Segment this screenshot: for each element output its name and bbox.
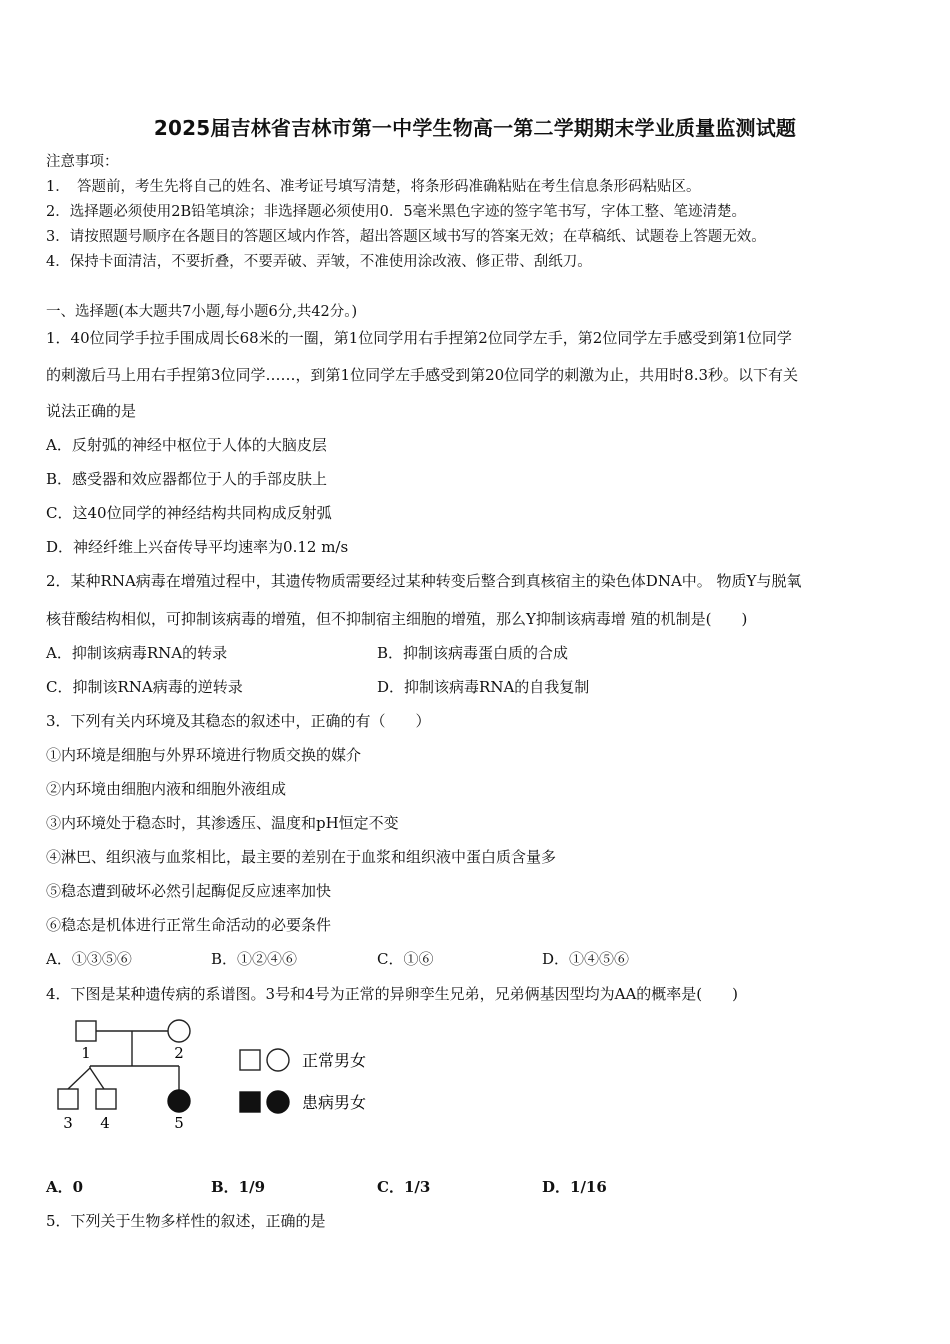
q1-stem-line-3: 说法正确的是 [46,402,137,420]
label-5: 5 [174,1114,184,1132]
pedigree-chart [44,1012,404,1147]
q2-option-b: B．抑制该病毒蛋白质的合成 [377,644,569,662]
q3-statement-5: ⑤稳态遭到破坏必然引起酶促反应速率加快 [46,882,332,900]
q4-option-d: D．1/16 [542,1178,607,1196]
q4-option-b: B．1/9 [211,1178,266,1196]
label-3: 3 [63,1114,73,1132]
q3-statement-4: ④淋巴、组织液与血浆相比，最主要的差别在于血浆和组织液中蛋白质含量多 [46,848,557,866]
q5-stem: 5．下列关于生物多样性的叙述，正确的是 [46,1212,326,1230]
section-heading: 一、选择题(本大题共7小题,每小题6分,共42分。) [46,304,358,320]
legend-affected-male-symbol [240,1092,260,1112]
q3-option-c: C．①⑥ [377,950,434,968]
q1-option-c: C．这40位同学的神经结构共同构成反射弧 [46,504,332,522]
q3-statement-6: ⑥稳态是机体进行正常生命活动的必要条件 [46,916,332,934]
legend-affected-label: 患病男女 [302,1093,367,1112]
q4-option-c: C．1/3 [377,1178,431,1196]
q3-option-d: D．①④⑤⑥ [542,950,630,968]
notice-heading: 注意事项： [46,154,119,170]
legend-normal-male-symbol [240,1050,260,1070]
q1-stem-line-2: 的刺激后马上用右手捏第3位同学……，到第1位同学左手感受到第20位同学的刺激为止，共用时8.3秒。以下有关 [46,366,799,384]
q2-stem-line-2: 核苷酸结构相似，可抑制该病毒的增殖，但不抑制宿主细胞的增殖，那么Y抑制该病毒增 殖的机制是( ) [46,610,748,628]
q3-statement-1: ①内环境是细胞与外界环境进行物质交换的媒介 [46,746,362,764]
label-2: 2 [174,1044,184,1062]
legend-normal-female-symbol [267,1049,289,1071]
pedigree-individual-3-male [58,1089,78,1109]
q1-option-d: D．神经纤维上兴奋传导平均速率为0.12 m/s [46,538,349,556]
pedigree-individual-2-female [168,1020,190,1042]
q1-option-a: A．反射弧的神经中枢位于人体的大脑皮层 [46,436,327,454]
q3-statement-2: ②内环境由细胞内液和细胞外液组成 [46,780,287,798]
pedigree-individual-1-male [76,1021,96,1041]
legend-normal-label: 正常男女 [302,1051,367,1070]
notice-item-2: 2．选择题必须使用2B铅笔填涂；非选择题必须使用0．5毫米黑色字迹的签字笔书写，字体工整、笔迹清楚。 [46,204,747,220]
notice-item-4: 4．保持卡面清洁，不要折叠，不要弄破、弄皱，不准使用涂改液、修正带、刮纸刀。 [46,254,592,270]
label-4: 4 [100,1114,110,1132]
notice-item-1: 1． 答题前，考生先将自己的姓名、准考证号填写清楚，将条形码准确粘贴在考生信息条形码粘贴区。 [46,179,701,195]
q1-stem-line-1: 1．40位同学手拉手围成周长68米的一圈，第1位同学用右手捏第2位同学左手，第2位同学左手感受到第1位同学 [46,329,792,347]
q2-option-d: D．抑制该病毒RNA的自我复制 [377,678,590,696]
legend-affected-female-symbol [267,1091,289,1113]
q1-option-b: B．感受器和效应器都位于人的手部皮肤上 [46,470,328,488]
q3-stem: 3．下列有关内环境及其稳态的叙述中，正确的有（ ） [46,712,431,730]
pedigree-individual-5-affected-female [168,1090,190,1112]
pedigree-individual-4-male [96,1089,116,1109]
notice-item-3: 3．请按照题号顺序在各题目的答题区域内作答，超出答题区域书写的答案无效；在草稿纸、试题卷上答题无效。 [46,229,766,245]
page-title: 2025届吉林省吉林市第一中学生物高一第二学期期末学业质量监测试题 [153,116,797,140]
q3-option-a: A．①③⑤⑥ [46,950,132,968]
q2-stem-line-1: 2．某种RNA病毒在增殖过程中，其遗传物质需要经过某种转变后整合到真核宿主的染色体DNA中。 物质Y与脱氧 [46,572,802,590]
q4-option-a: A．0 [46,1178,84,1196]
q2-option-c: C．抑制该RNA病毒的逆转录 [46,678,243,696]
q3-statement-3: ③内环境处于稳态时，其渗透压、温度和pH恒定不变 [46,814,399,832]
label-1: 1 [81,1044,91,1062]
q2-option-a: A．抑制该病毒RNA的转录 [46,644,228,662]
q4-stem: 4．下图是某种遗传病的系谱图。3号和4号为正常的异卵孪生兄弟，兄弟俩基因型均为AA的概率是( ) [46,985,739,1003]
q3-option-b: B．①②④⑥ [211,950,298,968]
